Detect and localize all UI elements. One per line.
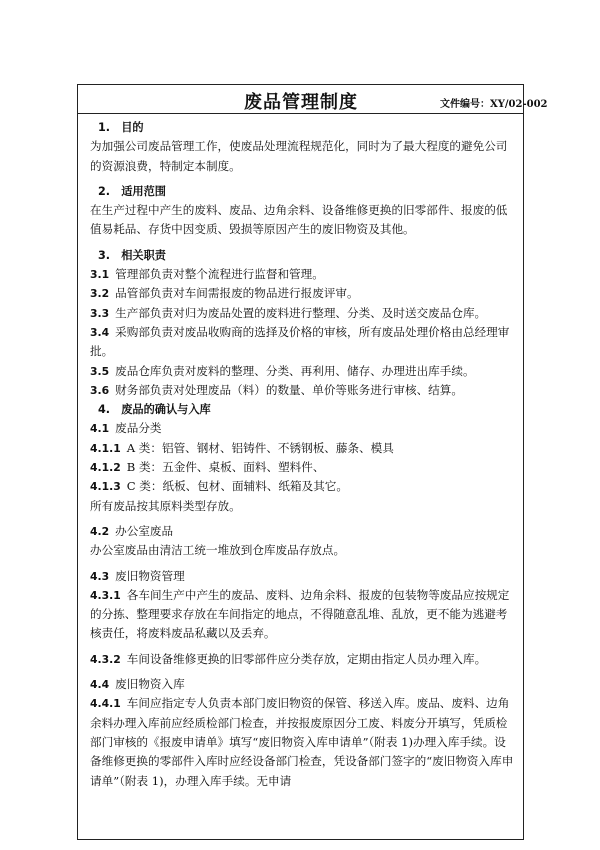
item-text: 各车间生产中产生的废品、废料、边角余料、报废的包装物等废品应按规定的分拣、整理要求存放在车间指定的地点，不得随意乱堆、乱放，更不能为逃避考核责任，将废料废品私藏以及丢弃。 [90, 587, 510, 641]
list-item [90, 323, 515, 362]
item-text: C 类：纸板、包材、面辅料、纸箱及其它。 [126, 479, 348, 494]
item-text: 废品分类 [115, 421, 162, 436]
item-text: 生产部负责对归为废品处置的废料进行整理、分类、及时送交废品仓库。 [115, 305, 487, 320]
document-body [90, 118, 515, 791]
section-text-scope: 在生产过程中产生的废料、废品、边角余料、设备维修更换的旧零部件、报废的低值易耗品、存货中因变质、毁损等原因产生的废旧物资及其他。 [90, 203, 508, 237]
section-heading-responsibilities: 3. 相关职责 [98, 248, 166, 262]
subsection-heading [90, 567, 515, 586]
item-number: 4.3.1 [90, 588, 121, 602]
item-text: A 类：铝管、钢材、铝铸件、不锈钢板、藤条、模具 [126, 440, 394, 455]
section-text-purpose: 为加强公司废品管理工作，使废品处理流程规范化，同时为了最大程度的避免公司的资源浪费，特制定本制度。 [90, 139, 508, 173]
paragraph: 所有废品按其原料类型存放。 [90, 498, 241, 513]
item-number: 4.3 [90, 569, 110, 583]
page-title: 废品管理制度 [244, 92, 358, 113]
paragraph [90, 694, 515, 790]
item-number: 3.6 [90, 383, 110, 397]
item-number: 4.1.2 [90, 461, 121, 475]
header-divider [77, 113, 524, 114]
item-number: 4.4.1 [90, 697, 121, 711]
list-item [90, 284, 515, 303]
document-number: 文件编号：XY/02-002 [440, 99, 548, 110]
list-item [90, 304, 515, 323]
section-heading-confirmation: 4. 废品的确认与入库 [98, 403, 211, 417]
item-number: 4.2 [90, 524, 110, 538]
paragraph [90, 650, 515, 669]
subsection-heading [90, 522, 515, 541]
item-number: 3.3 [90, 306, 110, 320]
paragraph: 办公室废品由清洁工统一堆放到仓库废品存放点。 [90, 543, 346, 558]
list-item [90, 362, 515, 381]
subsection-heading [90, 419, 515, 438]
item-number: 4.4 [90, 678, 110, 692]
item-number: 3.5 [90, 364, 110, 378]
item-number: 4.1 [90, 422, 110, 436]
list-item [90, 439, 515, 458]
section-heading-scope: 2. 适用范围 [98, 184, 166, 198]
item-number: 4.1.3 [90, 480, 121, 494]
item-text: 采购部负责对废品收购商的选择及价格的审核，所有废品处理价格由总经理审批。 [90, 324, 510, 359]
item-text: 办公室废品 [115, 523, 174, 538]
item-text: 废旧物资管理 [115, 568, 185, 583]
item-text: 废品仓库负责对废料的整理、分类、再利用、储存、办理进出库手续。 [115, 363, 475, 378]
item-number: 3.1 [90, 268, 110, 282]
item-text: B 类：五金件、桌板、面料、塑料件、 [126, 460, 325, 475]
list-item [90, 381, 515, 400]
subsection-heading [90, 675, 515, 694]
item-text: 财务部负责对处理废品（料）的数量、单价等账务进行审核、结算。 [115, 382, 463, 397]
item-number: 4.3.2 [90, 652, 121, 666]
item-number: 3.4 [90, 325, 110, 339]
item-number: 4.1.1 [90, 441, 121, 455]
list-item [90, 265, 515, 284]
paragraph [90, 586, 515, 644]
item-text: 车间应指定专人负责本部门废旧物资的保管、移送入库。废品、废料、边角余料办理入库前应经质检部门检查，并按报废原因分工废、料废分开填写，凭质检部门审核的《报废申请单》填写“废旧物资入库申请单”（附表 1)办理入库手续。设备维修更换的零部件入库时应经设备部门检查，凭设备部门签字的“废旧物资入库申请单”（附表 1)，办理入库手续。无申请 [90, 696, 514, 788]
list-item [90, 458, 515, 477]
item-text: 管理部负责对整个流程进行监督和管理。 [115, 267, 324, 282]
item-text: 车间设备维修更换的旧零部件应分类存放，定期由指定人员办理入库。 [126, 651, 487, 666]
item-text: 品管部负责对车间需报废的物品进行报废评审。 [115, 286, 359, 301]
list-item [90, 477, 515, 496]
item-number: 3.2 [90, 287, 110, 301]
section-heading-purpose: 1. 目的 [98, 121, 144, 134]
item-text: 废旧物资入库 [115, 677, 185, 692]
